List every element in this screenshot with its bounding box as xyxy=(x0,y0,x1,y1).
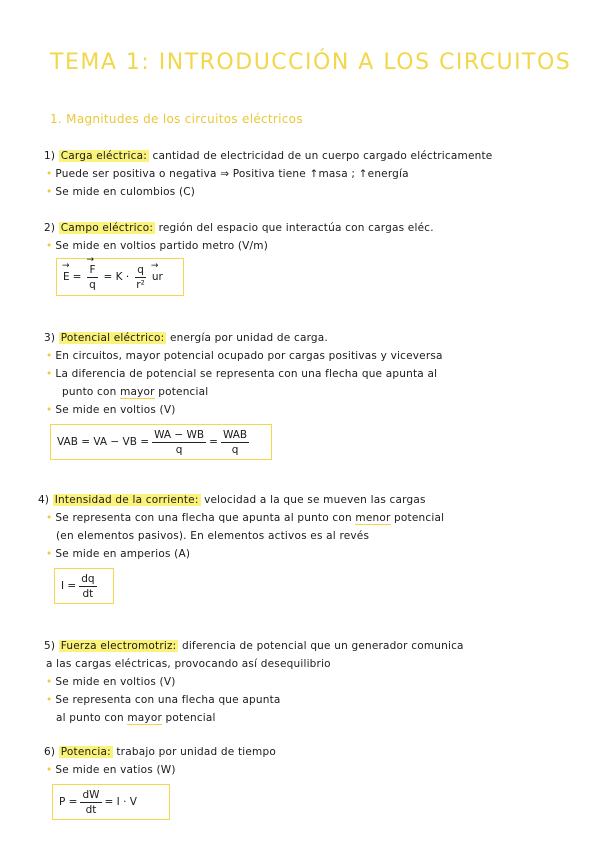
section-5-heading xyxy=(44,640,464,652)
bullet-icon: • xyxy=(46,512,53,524)
definition: velocidad a la que se mueven las cargas xyxy=(204,494,426,506)
bullet-line: • Se mide en voltios (V) xyxy=(46,676,176,688)
bullet-line: • Se representa con una flecha que apunta xyxy=(46,694,281,706)
term-potencia: Potencia: xyxy=(60,746,111,758)
bullet-icon: • xyxy=(46,350,53,362)
bullet-icon: • xyxy=(46,404,53,416)
section-6-heading xyxy=(44,746,276,758)
bullet-icon: • xyxy=(46,764,53,776)
definition: cantidad de electricidad de un cuerpo cargado eléctricamente xyxy=(152,150,493,162)
bullet-line: • Se mide en amperios (A) xyxy=(46,548,191,560)
bullet-line: • Se mide en voltios (V) xyxy=(46,404,176,416)
bullet-icon: • xyxy=(46,548,53,560)
section-number: 2) xyxy=(44,222,56,234)
bullet-line: • Se representa con una flecha que apunta al punto con menor potencial xyxy=(46,512,445,524)
bullet-icon: • xyxy=(46,676,53,688)
term-campo: Campo eléctrico: xyxy=(60,222,154,234)
bullet-line: • En circuitos, mayor potencial ocupado por cargas positivas y viceversa xyxy=(46,350,443,362)
section-2-heading xyxy=(44,222,434,234)
section-1-heading xyxy=(44,150,492,162)
definition: región del espacio que interactúa con cargas eléc. xyxy=(158,222,434,234)
continuation-line: al punto con mayor potencial xyxy=(56,712,216,724)
bullet-line: • La diferencia de potencial se representa con una flecha que apunta al xyxy=(46,368,438,380)
section-3-heading xyxy=(44,332,328,344)
bullet-line: • Se mide en culombios (C) xyxy=(46,186,196,198)
formula-intensidad: I = $\frac{dq}{dt}$ xyxy=(54,568,114,604)
formula-potencia: P = $\frac{dW}{dt}$ = I · V xyxy=(52,784,170,820)
term-potencial: Potencial eléctrico: xyxy=(60,332,165,344)
formula-potencial: VAB = VA − VB = $\frac{WA - WB}{q}$ = $\frac{\text{WAB}}{q}$ xyxy=(50,424,272,460)
definition-continuation: a las cargas eléctricas, provocando así desequilibrio xyxy=(46,658,331,670)
continuation-line: punto con mayor potencial xyxy=(62,386,209,398)
term-carga: Carga eléctrica: xyxy=(60,150,147,162)
bullet-line: • Se mide en voltios partido metro (V/m) xyxy=(46,240,269,252)
formula-campo: → E = → $\frac{F}{q}$ = K · $\frac{q}{\text{r²}}$ → ur xyxy=(56,258,184,296)
bullet-icon: • xyxy=(46,186,53,198)
section-number: 1) xyxy=(44,150,56,162)
section-number: 6) xyxy=(44,746,56,758)
definition: diferencia de potencial que un generador comunica xyxy=(181,640,464,652)
section-number: 4) xyxy=(38,494,50,506)
term-intensidad: Intensidad de la corriente: xyxy=(54,494,199,506)
definition: energía por unidad de carga. xyxy=(169,332,328,344)
bullet-icon: • xyxy=(46,368,53,380)
bullet-icon: • xyxy=(46,694,53,706)
section-number: 3) xyxy=(44,332,56,344)
term-fem: Fuerza electromotriz: xyxy=(60,640,177,652)
bullet-line: • Se mide en vatios (W) xyxy=(46,764,176,776)
bullet-icon: • xyxy=(46,168,53,180)
section-subtitle: 1. Magnitudes de los circuitos eléctricos xyxy=(50,112,303,126)
section-number: 5) xyxy=(44,640,56,652)
continuation-line: (en elementos pasivos). En elementos activos es al revés xyxy=(56,530,370,542)
bullet-icon: • xyxy=(46,240,53,252)
bullet-line: • Puede ser positiva o negativa ⇒ Positiva tiene ↑masa ; ↑energía xyxy=(46,168,409,180)
definition: trabajo por unidad de tiempo xyxy=(116,746,276,758)
page-title: TEMA 1: INTRODUCCIÓN A LOS CIRCUITOS xyxy=(50,50,572,75)
section-4-heading xyxy=(38,494,426,506)
